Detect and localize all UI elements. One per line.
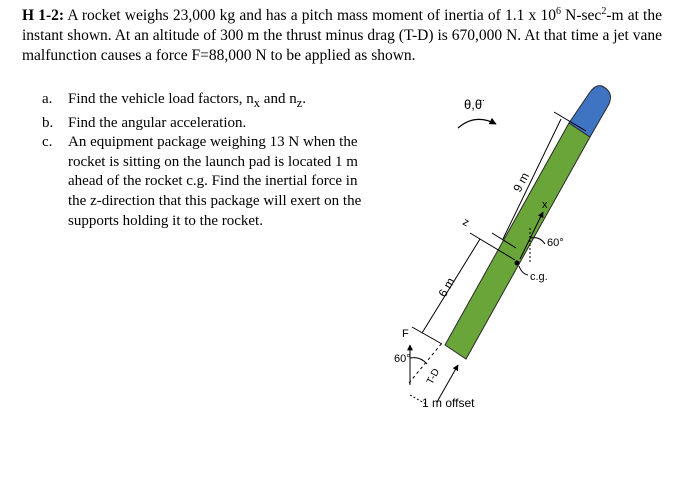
dim-6m-label: 6 m — [435, 275, 458, 300]
question-a-label: a. — [42, 91, 53, 107]
force-f-label: F — [402, 328, 409, 340]
question-a-sub-x: x — [253, 96, 261, 110]
question-a-text: Find the vehicle load factors, n — [68, 91, 254, 107]
question-c-text: An equipment package weighing 13 N when the rocket is sitting on the launch pad is located 1 m ahead of the rocket c.g. Find the inertial force in the z-direction that this package will exert on the supports holding it to the rocket. — [68, 134, 362, 229]
x-axis-label: x — [542, 199, 548, 211]
angle-60-left: 60° — [394, 353, 411, 365]
dim-9m-label: 9 m — [510, 170, 533, 195]
angle-60-right: 60° — [547, 237, 564, 249]
question-a-sub-z: z — [296, 96, 303, 110]
problem-text-2: -m at the instant shown. At an altitude of 300 m the thrust minus drag (T-D) is 670,000 N. At that time a jet vane malfunction causes a force F=88,000 N to be applied as shown. — [22, 7, 662, 64]
question-a-mid: and n — [260, 91, 297, 107]
theta-label: θ,θ̈ — [464, 97, 483, 112]
angle-arc-left — [410, 358, 427, 364]
z-axis-label: z — [460, 216, 472, 230]
cg-label: c.g. — [530, 271, 548, 283]
cg-leader — [519, 266, 528, 275]
question-b-text: Find the angular acceleration. — [68, 114, 247, 131]
problem-label: H 1-2: — [22, 7, 65, 24]
problem-text-1: A rocket weighs 23,000 kg and has a pitch mass moment of inertia of 1.1 x 10 — [64, 7, 556, 24]
td-label: T-D — [424, 367, 443, 387]
units-exponent: 2 — [601, 5, 607, 17]
question-c-label: c. — [42, 134, 53, 151]
question-b-label: b. — [42, 114, 54, 131]
dim-6m-ext-bottom — [412, 327, 442, 344]
rocket-body — [445, 123, 590, 359]
inertia-units: N-sec — [560, 7, 602, 24]
offset-label: 1 m offset — [422, 396, 475, 410]
rotation-arrow — [458, 119, 496, 128]
cg-point — [515, 261, 520, 266]
question-a-end: . — [302, 91, 307, 107]
inertia-exponent: 6 — [555, 5, 561, 17]
